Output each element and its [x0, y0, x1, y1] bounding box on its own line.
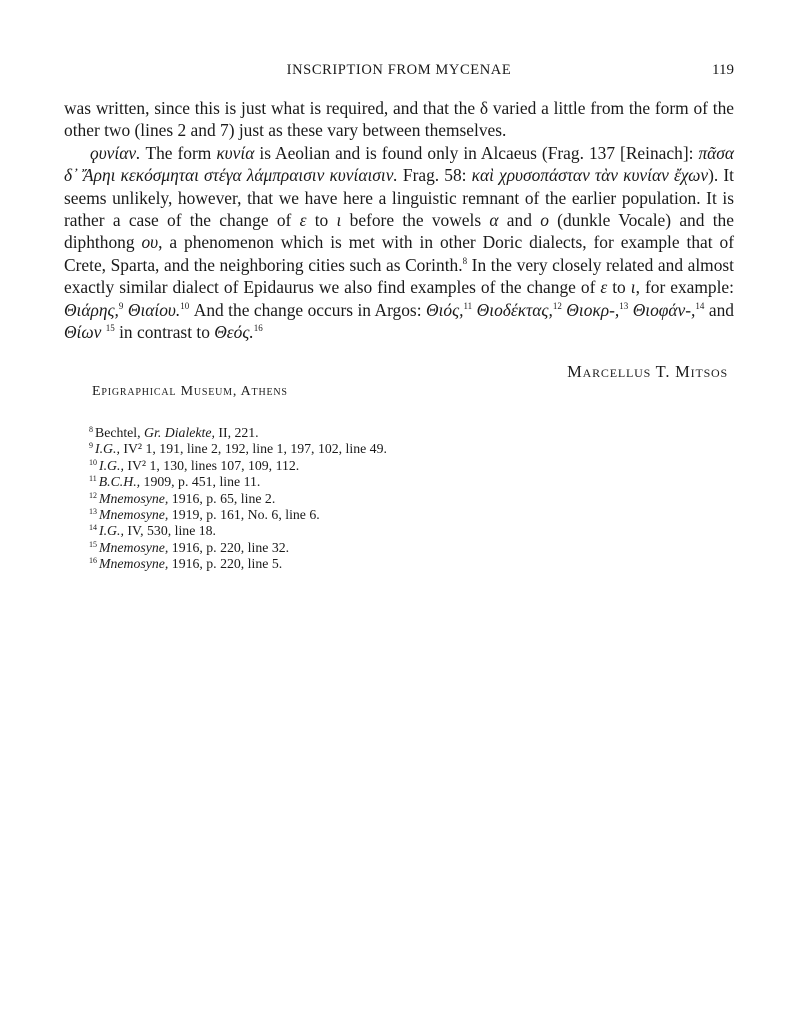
footnote: [89, 507, 689, 523]
footnote-ref[interactable]: 14: [695, 300, 705, 311]
greek-lemma: ϙυνίαν.: [90, 142, 141, 163]
footnote: [89, 474, 689, 490]
text-run: is Aeolian and is found only in Alcaeus (Frag. 137 [Reinach]:: [254, 142, 699, 163]
footnote-text: 1916, p. 220, line 5.: [168, 556, 283, 572]
article-body: [64, 97, 734, 343]
running-title: INSCRIPTION FROM MYCENAE: [286, 62, 512, 78]
footnote-text: II, 221.: [214, 425, 259, 440]
footnote: [89, 441, 689, 457]
footnote-number: 15: [89, 539, 97, 549]
text-run: And the change occurs in Argos:: [189, 299, 427, 320]
footnote-text: 1916, p. 220, line 32.: [168, 539, 290, 555]
footnote-text: IV² 1, 191, line 2, 192, line 1, 197, 102, line 49.: [119, 441, 387, 457]
greek-word: Θιοφάν-,: [632, 299, 696, 320]
page-number: 119: [712, 62, 734, 78]
footnote-text: IV² 1, 130, lines 107, 109, 112.: [123, 457, 300, 473]
footnote: [89, 425, 689, 441]
greek-word: Θιάρης,: [64, 299, 119, 320]
footnote-ref[interactable]: 13: [619, 300, 629, 311]
text-run: (dunkle Vocale) and the diphthong: [64, 210, 734, 253]
text-run: was written, since this is just what is required, and that the: [64, 98, 480, 118]
footnote-number: 12: [89, 490, 97, 500]
text-run: in contrast to: [114, 322, 215, 343]
paragraph-2: [64, 142, 734, 344]
greek-letter-delta: δ: [479, 98, 489, 118]
greek-quotation: πᾶσα δ᾽ Ἄρηι κεκόσμηται στέγα λάμπραισιν κυνίαισιν.: [64, 142, 734, 186]
text-run: to: [607, 277, 631, 298]
footnote-number: 9: [89, 441, 93, 451]
text-run: In the very closely related and almost exactly similar dialect of Epidaurus we also find examples of the change of: [64, 254, 734, 298]
footnote: [89, 540, 689, 556]
footnote-text: IV, 530, line 18.: [123, 523, 217, 539]
greek-letter: ε: [299, 210, 307, 231]
text-run: ). It seems unlikely, however, that we have here a linguistic remnant of the earlier population. It is rather a case of the change of: [64, 165, 734, 231]
paragraph-1: [64, 97, 734, 142]
footnote-text: 1919, p. 161, No. 6, line 6.: [168, 507, 320, 523]
footnote-source: B.C.H.,: [98, 474, 141, 490]
text-run: and: [704, 299, 734, 320]
text-run: Frag. 58:: [397, 165, 472, 186]
footnote-number: 14: [89, 523, 97, 533]
footnote-source: Mnemosyne,: [99, 556, 169, 572]
footnote: [89, 523, 689, 539]
footnote: [89, 556, 689, 572]
footnote: [89, 458, 689, 474]
greek-diphthong: ου: [141, 232, 159, 253]
footnote-text: Bechtel,: [95, 425, 145, 440]
footnote-number: 13: [89, 507, 97, 517]
footnote-ref[interactable]: 8: [462, 255, 468, 266]
greek-word: Θιός,: [426, 299, 464, 320]
text-run: varied a little from the form of the other two (lines 2 and 7) just as these vary between themselves.: [64, 98, 735, 141]
footnote-ref[interactable]: 15: [105, 323, 115, 334]
footnote-text: 1916, p. 65, line 2.: [168, 490, 276, 506]
footnote-ref[interactable]: 12: [552, 300, 562, 311]
footnote-text: 1909, p. 451, line 11.: [140, 474, 261, 490]
footnote-source: Mnemosyne,: [99, 507, 169, 523]
footnotes: [89, 425, 689, 573]
footnote-number: 16: [89, 556, 97, 566]
footnote-ref[interactable]: 11: [463, 300, 473, 311]
footnote-number: 11: [89, 474, 97, 484]
greek-letter: ι: [630, 277, 636, 298]
footnote-source: Mnemosyne,: [99, 490, 169, 506]
text-run: The form: [140, 142, 217, 163]
greek-word: Θιοκρ-,: [566, 299, 620, 320]
greek-letter: ι: [336, 210, 342, 231]
greek-quotation: καὶ χρυσοπάσταν τὰν κυνίαν ἔχων: [471, 165, 709, 186]
footnote-number: 8: [89, 425, 93, 434]
author-signature: Marcellus T. Mitsos: [567, 362, 728, 381]
footnote-source: Mnemosyne,: [99, 539, 169, 555]
footnote-source: I.G.,: [95, 441, 120, 457]
greek-letter: ο: [540, 210, 549, 231]
greek-word: Θιαίου.: [127, 299, 181, 320]
footnote-source: I.G.,: [99, 457, 124, 473]
page-header: [64, 62, 734, 84]
footnote-source: Gr. Dialekte,: [144, 425, 215, 440]
footnote-ref[interactable]: 9: [118, 300, 124, 311]
greek-letter: ε: [600, 277, 608, 298]
greek-letter: α: [489, 210, 499, 231]
footnote: [89, 491, 689, 507]
footnote-ref[interactable]: 10: [180, 300, 190, 311]
text-run: and: [498, 210, 541, 231]
footnote-ref[interactable]: 16: [253, 323, 263, 334]
text-run: , for example:: [635, 277, 734, 298]
footnote-number: 10: [89, 457, 97, 467]
text-run: before the vowels: [341, 210, 490, 231]
greek-word: Θεός.: [214, 322, 254, 343]
greek-word: Θιοδέκτας,: [476, 299, 553, 320]
text-run: , a phenomenon which is met with in other Doric dialects, for example that of Crete, Sparta, and the neighboring cities such as Corinth.: [64, 232, 734, 275]
footnote-source: I.G.,: [99, 523, 124, 539]
greek-word: Θίων: [64, 322, 102, 343]
greek-word: κυνία: [216, 142, 255, 163]
author-affiliation: Epigraphical Museum, Athens: [92, 384, 288, 399]
text-run: to: [306, 210, 337, 231]
